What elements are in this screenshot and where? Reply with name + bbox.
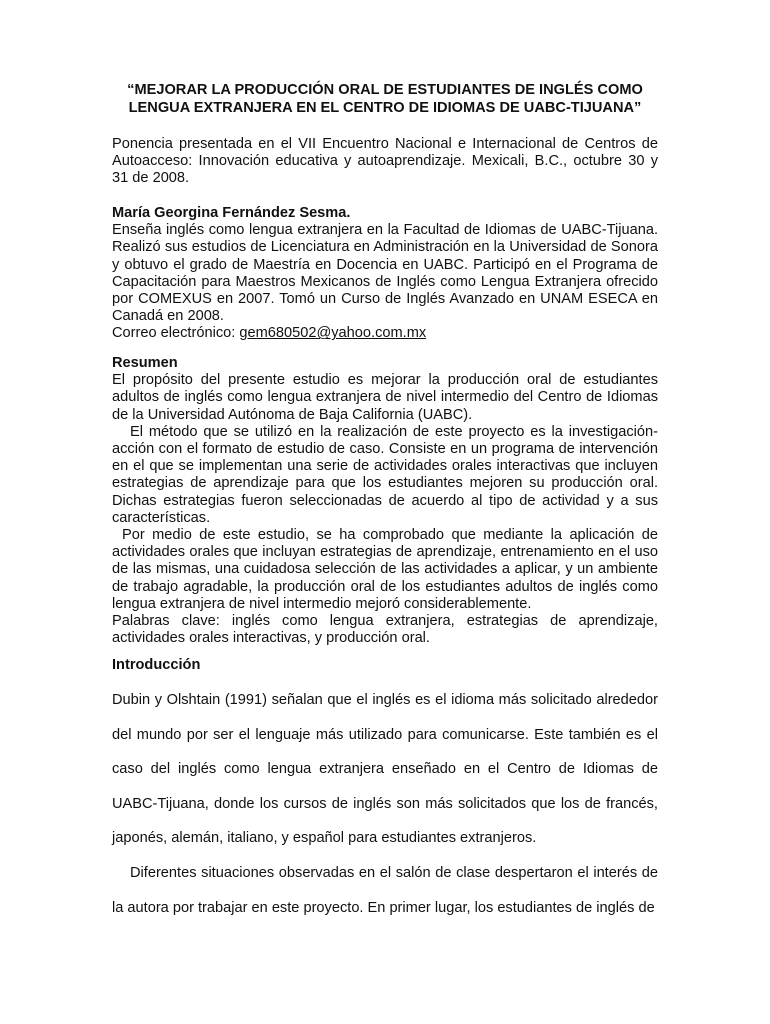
email-label: Correo electrónico: (112, 325, 240, 342)
author-section (112, 205, 658, 343)
resumen-paragraph-2: El método que se utilizó en la realización de este proyecto es la investigación-acción con el formato de estudio de caso. Consiste en un programa de intervención en el que se implementan una serie de actividades orales interactivas que incluyen estrategias de aprendizaje para que los estudiantes mejoren su producción oral. Dichas estrategias fueron seleccionadas de acuerdo al tipo de actividad y a sus características. (112, 423, 658, 526)
introduccion-paragraph-2: Diferentes situaciones observadas en el salón de clase despertaron el interés de la autora por trabajar en este proyecto. En primer lugar, los estudiantes de inglés de (112, 864, 658, 916)
author-name: María Georgina Fernández Sesma. (112, 205, 351, 221)
resumen-keywords: Palabras clave: inglés como lengua extranjera, estrategias de aprendizaje, actividades orales interactivas, y producción oral. (112, 613, 658, 647)
resumen-section (112, 355, 658, 647)
email-link[interactable]: gem680502@yahoo.com.mx (239, 325, 427, 342)
author-email-line (112, 325, 658, 342)
author-bio: Enseña inglés como lengua extranjera en la Facultad de Idiomas de UABC-Tijuana. Realizó sus estudios de Licenciatura en Administración en la Universidad de Sonora y obtuvo el grado de Maestría en Docencia en UABC. Participó en el Programa de Capacitación para Maestros Mexicanos de Inglés como Lengua Extranjera ofrecido por COMEXUS en 2007. Tomó un Curso de Inglés Avanzado en UNAM ESECA en Canadá en 2008. (112, 222, 658, 325)
resumen-paragraph-1: El propósito del presente estudio es mejorar la producción oral de estudiantes adultos de inglés como lengua extranjera de nivel intermedio del Centro de Idiomas de la Universidad Autónoma de Baja California (UABC). (112, 372, 658, 423)
resumen-heading: Resumen (112, 355, 178, 371)
document-title: “MEJORAR LA PRODUCCIÓN ORAL DE ESTUDIANTES DE INGLÉS COMO LENGUA EXTRANJERA EN EL CENTRO DE IDIOMAS DE UABC-TIJUANA” (127, 82, 643, 116)
ponencia-text: Ponencia presentada en el VII Encuentro Nacional e Internacional de Centros de Autoacceso: Innovación educativa y autoaprendizaje. Mexicali, B.C., octubre 30 y 31 de 2008. (112, 136, 658, 187)
introduccion-heading: Introducción (112, 657, 201, 673)
resumen-paragraph-3: Por medio de este estudio, se ha comprobado que mediante la aplicación de actividades orales que incluyan estrategias de aprendizaje, entrenamiento en el uso de las mismas, una cuidadosa selección de las actividades a aplicar, y un ambiente de trabajo agradable, la producción oral de los estudiantes adultos de inglés como lengua extranjera de nivel intermedio mejoró considerablemente. (112, 527, 658, 612)
introduccion-paragraph-1: Dubin y Olshtain (1991) señalan que el inglés es el idioma más solicitado alrededor del mundo por ser el lenguaje más utilizado para comunicarse. Este también es el caso del inglés como lengua extranjera enseñado en el Centro de Idiomas de UABC-Tijuana, donde los cursos de inglés son más solicitados que los de francés, japonés, alemán, italiano, y español para estudiantes extranjeros. (112, 692, 658, 847)
introduccion-section (112, 683, 658, 925)
ponencia-note (112, 136, 658, 188)
